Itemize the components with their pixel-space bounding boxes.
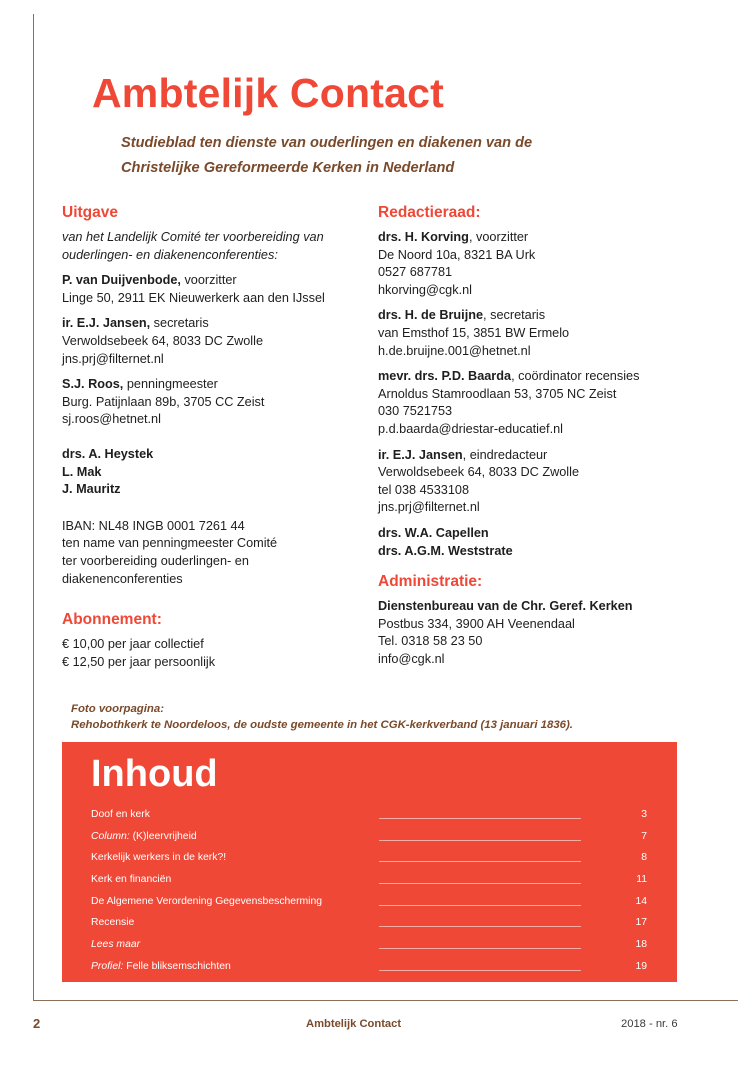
abonnement-block (62, 636, 352, 671)
iban-block (62, 518, 352, 588)
editor-4-role: , eindredacteur (462, 447, 548, 462)
chair-address: Linge 50, 2911 EK Nieuwerkerk aan den IJssel (62, 290, 325, 305)
editor-2-name: drs. H. de Bruijne (378, 308, 484, 323)
editor-3-name: mevr. drs. P.D. Baarda (378, 369, 512, 384)
administratie-address: Postbus 334, 3900 AH Veenendaal (378, 616, 575, 631)
uitgave-secretary (62, 315, 352, 368)
iban: IBAN: NL48 INGB 0001 7261 44 (62, 518, 245, 533)
editor-3-address: Arnoldus Stamroodlaan 53, 3705 NC Zeist (378, 386, 617, 401)
secretary-role: secretaris (150, 316, 209, 331)
subtitle-line-2: Christelijke Gereformeerde Kerken in Nederland (121, 160, 455, 176)
toc-item-label: Kerk en financiën (91, 874, 172, 886)
editor-4-email[interactable]: jns.prj@filternet.nl (378, 500, 480, 515)
editor-1-name: drs. H. Korving (378, 230, 469, 244)
table-of-contents (62, 742, 677, 982)
uitgave-chair (62, 272, 352, 307)
editor-members (378, 525, 678, 560)
toc-item-page: 14 (635, 895, 647, 907)
editor-5-name: drs. W.A. Capellen (378, 525, 489, 540)
editor-1-email[interactable]: hkorving@cgk.nl (378, 282, 472, 297)
cover-photo-caption-label: Foto voorpagina: (71, 703, 165, 715)
chair-name: P. van Duijvenbode, (62, 273, 181, 288)
toc-item-page: 17 (635, 917, 647, 929)
toc-item-label: Recensie (91, 917, 135, 929)
secretary-address: Verwoldsebeek 64, 8033 DC Zwolle (62, 333, 263, 348)
toc-leader-rule (379, 883, 581, 884)
administratie-email[interactable]: info@cgk.nl (378, 651, 445, 666)
administratie-org: Dienstenbureau van de Chr. Geref. Kerken (378, 599, 633, 614)
page-frame-bottom-rule (33, 1000, 738, 1001)
toc-item-page: 11 (636, 874, 647, 886)
toc-item-prefix: Column: (91, 830, 133, 842)
treasurer-role: penningmeester (123, 377, 218, 392)
toc-leader-rule (379, 818, 581, 819)
footer-issue: 2018 - nr. 6 (621, 1018, 678, 1030)
toc-item-page: 3 (641, 809, 647, 820)
footer-page-number: 2 (33, 1016, 41, 1031)
toc-item-prefix: Profiel: (91, 960, 127, 972)
toc-item[interactable] (91, 936, 647, 958)
toc-item-page: 18 (635, 939, 647, 951)
toc-leader-rule (379, 948, 581, 949)
secretary-name: ir. E.J. Jansen, (62, 316, 151, 331)
toc-item-label: Felle bliksemschichten (126, 960, 231, 972)
administratie-block (378, 598, 678, 668)
right-column (378, 203, 678, 676)
abonnement-heading: Abonnement: (62, 611, 162, 629)
editor-4-name: ir. E.J. Jansen (378, 447, 463, 462)
administratie-heading: Administratie: (378, 573, 483, 591)
editor-2-email[interactable]: h.de.bruijne.001@hetnet.nl (378, 343, 531, 358)
iban-line-3: ter voorbereiding ouderlingen- en (62, 553, 249, 568)
uitgave-intro (62, 229, 352, 264)
toc-item-label: Doof en kerk (91, 809, 150, 820)
treasurer-name: S.J. Roos, (62, 377, 124, 392)
uitgave-intro-line-1: van het Landelijk Comité ter voorbereiding van (62, 230, 324, 244)
editor-4 (378, 447, 678, 517)
magazine-title: Ambtelijk Contact (92, 70, 444, 116)
page-frame-left-rule (33, 14, 34, 1000)
redactieraad-heading: Redactieraad: (378, 204, 481, 221)
toc-item[interactable] (91, 828, 647, 850)
editor-4-phone: tel 038 4533108 (378, 482, 470, 497)
editor-2-role: , secretaris (483, 308, 546, 323)
editor-2-address: van Emsthof 15, 3851 BW Ermelo (378, 325, 570, 340)
toc-leader-rule (379, 905, 581, 906)
toc-item[interactable] (91, 958, 647, 980)
abonnement-line-1: € 10,00 per jaar collectief (62, 637, 204, 652)
editor-2 (378, 307, 678, 360)
toc-leader-rule (379, 926, 581, 927)
left-column (62, 203, 352, 679)
member-1: drs. A. Heystek (62, 446, 154, 461)
secretary-email[interactable]: jns.prj@filternet.nl (62, 351, 164, 366)
uitgave-intro-line-2: ouderlingen- en diakenenconferenties: (62, 247, 278, 262)
editor-3-role: , coördinator recensies (511, 369, 640, 384)
treasurer-email[interactable]: sj.roos@hetnet.nl (62, 412, 161, 427)
toc-item[interactable] (91, 806, 647, 828)
chair-role: voorzitter (180, 273, 237, 288)
editor-6-name: drs. A.G.M. Weststrate (378, 543, 513, 558)
uitgave-treasurer (62, 376, 352, 429)
cover-photo-caption (71, 702, 711, 733)
editor-3-phone: 030 7521753 (378, 404, 453, 419)
toc-item-label: De Algemene Verordening Gegevensbescherming (91, 895, 323, 907)
toc-leader-rule (379, 970, 581, 971)
uitgave-members (62, 446, 352, 499)
magazine-subtitle (121, 131, 681, 181)
editor-1-phone: 0527 687781 (378, 265, 453, 280)
editor-1-address: De Noord 10a, 8321 BA Urk (378, 247, 536, 262)
member-3: J. Mauritz (62, 482, 121, 497)
toc-item-page: 8 (641, 852, 647, 864)
uitgave-heading: Uitgave (62, 204, 118, 221)
abonnement-line-2: € 12,50 per jaar persoonlijk (62, 654, 216, 669)
toc-item[interactable] (91, 849, 647, 871)
toc-title: Inhoud (91, 753, 218, 795)
toc-item-page: 19 (635, 960, 647, 972)
subtitle-line-1: Studieblad ten dienste van ouderlingen en diakenen van de (121, 135, 533, 151)
administratie-phone: Tel. 0318 58 23 50 (378, 634, 483, 649)
toc-item[interactable] (91, 871, 647, 893)
editor-3 (378, 368, 678, 438)
toc-leader-rule (379, 840, 581, 841)
footer-title: Ambtelijk Contact (306, 1018, 402, 1030)
toc-item-label: Kerkelijk werkers in de kerk?! (91, 852, 227, 864)
toc-list (91, 806, 647, 980)
cover-photo-caption-text: Rehobothkerk te Noordeloos, de oudste gemeente in het CGK-kerkverband (13 januari 1836). (71, 718, 573, 731)
iban-line-4: diakenenconferenties (62, 571, 183, 586)
toc-item[interactable] (91, 914, 647, 936)
editor-4-address: Verwoldsebeek 64, 8033 DC Zwolle (378, 465, 579, 480)
iban-line-2: ten name van penningmeester Comité (62, 536, 278, 551)
toc-leader-rule (379, 861, 581, 862)
toc-item-label: (K)leervrijheid (132, 830, 197, 842)
toc-item-page: 7 (641, 830, 647, 842)
treasurer-address: Burg. Patijnlaan 89b, 3705 CC Zeist (62, 394, 265, 409)
member-2: L. Mak (62, 464, 102, 479)
toc-item-prefix: Lees maar (91, 939, 141, 951)
toc-item[interactable] (91, 893, 647, 915)
editor-3-email[interactable]: p.d.baarda@driestar-educatief.nl (378, 421, 563, 436)
editor-1 (378, 229, 678, 299)
editor-1-role: , voorzitter (468, 230, 529, 244)
